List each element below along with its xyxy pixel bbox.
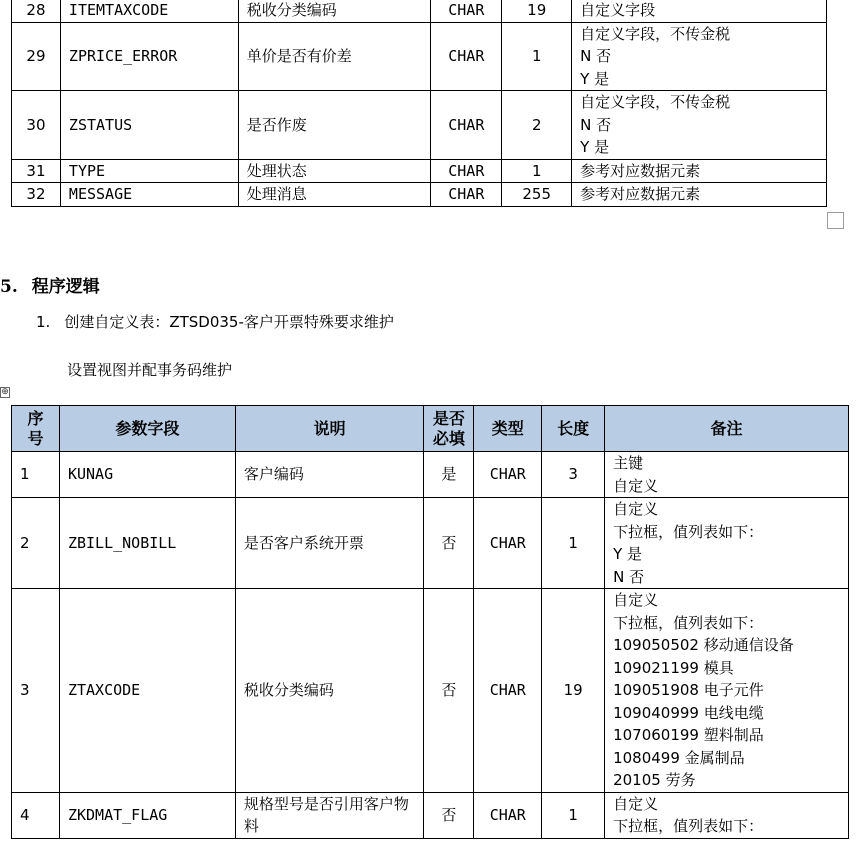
note-line: 主键 (613, 454, 644, 472)
note-line: 自定义 (613, 476, 659, 495)
note-line: 自定义字段，不传金税 (580, 93, 731, 111)
cell-notes (572, 183, 827, 207)
cell-len: 2 (502, 91, 572, 160)
header-len: 长度 (542, 406, 605, 452)
cell-desc: 税收分类编码 (235, 589, 424, 793)
note-line: 下拉框，值列表如下： (613, 522, 764, 541)
section-heading (0, 272, 100, 297)
cell-desc: 税收分类编码 (238, 0, 431, 22)
note-line: 参考对应数据元素 (580, 161, 701, 180)
note-line: Y 是 (613, 545, 643, 563)
cell-required: 否 (424, 792, 474, 838)
cell-desc: 处理状态 (238, 159, 431, 183)
cell-field: ITEMTAXCODE (60, 0, 238, 22)
note-line: 自定义 (613, 591, 659, 609)
cell-type: CHAR (474, 589, 542, 793)
table-move-handle-icon[interactable]: ⊕ (1, 387, 9, 397)
note-line: 1080499 金属制品 (613, 748, 745, 767)
note-line: 自定义字段 (580, 1, 656, 19)
header-type: 类型 (474, 406, 542, 452)
note-line: 109040999 电线电缆 (613, 703, 764, 722)
cell-field: ZKDMAT_FLAG (59, 792, 235, 838)
cell-field: ZBILL_NOBILL (59, 498, 235, 589)
cell-type: CHAR (474, 452, 542, 498)
table-row (12, 183, 827, 207)
cell-len: 19 (542, 589, 605, 793)
cell-required: 否 (424, 589, 474, 793)
cell-notes (605, 589, 849, 793)
cell-notes (572, 91, 827, 160)
cell-notes (605, 498, 849, 589)
cell-notes (605, 452, 849, 498)
note-line: Y 是 (580, 138, 610, 156)
cell-len: 1 (542, 498, 605, 589)
cell-desc: 处理消息 (238, 183, 431, 207)
cell-desc: 规格型号是否引用客户物料 (235, 792, 424, 838)
cell-no: 2 (12, 498, 60, 589)
list-item (36, 311, 394, 332)
table-row (12, 792, 849, 838)
custom-table-body (12, 452, 849, 839)
note-line: 自定义字段，不传金税 (580, 24, 731, 43)
cell-field: KUNAG (59, 452, 235, 498)
cell-len: 255 (502, 183, 572, 207)
note-line: 参考对应数据元素 (580, 185, 701, 203)
cell-type: CHAR (474, 498, 542, 589)
cell-field: ZPRICE_ERROR (60, 22, 238, 91)
table-header-row (12, 406, 849, 452)
table-row (12, 498, 849, 589)
cell-len: 1 (502, 22, 572, 91)
table-row (12, 159, 827, 183)
cell-required: 否 (424, 498, 474, 589)
paragraph-mark (827, 212, 844, 229)
list-item-text: 创建自定义表：ZTSD035-客户开票特殊要求维护 (64, 313, 394, 331)
table-row (12, 22, 827, 91)
table-row (12, 91, 827, 160)
cell-no: 30 (12, 91, 61, 160)
field-table-continued-body (12, 0, 827, 206)
cell-notes (605, 792, 849, 838)
cell-desc: 是否作废 (238, 91, 431, 160)
cell-no: 32 (12, 183, 61, 207)
note-line: 109021199 模具 (613, 658, 734, 677)
cell-no: 3 (12, 589, 60, 793)
cell-type: CHAR (474, 792, 542, 838)
cell-type: CHAR (431, 159, 502, 183)
cell-required: 是 (424, 452, 474, 498)
cell-no: 1 (12, 452, 60, 498)
note-line: N 否 (580, 115, 612, 134)
cell-notes (572, 0, 827, 22)
header-desc: 说明 (235, 406, 424, 452)
cell-len: 3 (542, 452, 605, 498)
note-line: 20105 劳务 (613, 771, 696, 789)
cell-desc: 客户编码 (235, 452, 424, 498)
cell-type: CHAR (431, 0, 502, 22)
note-line: N 否 (613, 567, 645, 586)
cell-desc: 单价是否有价差 (238, 22, 431, 91)
header-required: 是否必填 (424, 406, 474, 452)
cell-type: CHAR (431, 22, 502, 91)
custom-table-spec (11, 405, 849, 839)
cell-len: 19 (502, 0, 572, 22)
list-item-subtext: 设置视图并配事务码维护 (67, 361, 233, 379)
cell-field: ZSTATUS (60, 91, 238, 160)
note-line: 下拉框，值列表如下： (613, 817, 764, 835)
cell-type: CHAR (431, 183, 502, 207)
cell-field: MESSAGE (60, 183, 238, 207)
note-line: 107060199 塑料制品 (613, 726, 764, 744)
header-notes: 备注 (605, 406, 849, 452)
table-row (12, 0, 827, 22)
header-field: 参数字段 (59, 406, 235, 452)
list-item-number: 1. (36, 313, 51, 331)
note-line: 109051908 电子元件 (613, 681, 764, 699)
cell-notes (572, 159, 827, 183)
field-table-continued (11, 0, 827, 207)
note-line: 109050502 移动通信设备 (613, 636, 794, 654)
cell-field: TYPE (60, 159, 238, 183)
cell-no: 28 (12, 0, 61, 22)
note-line: N 否 (580, 47, 612, 65)
cell-len: 1 (542, 792, 605, 838)
table-row (12, 589, 849, 793)
cell-len: 1 (502, 159, 572, 183)
header-no: 序号 (12, 406, 60, 452)
cell-notes (572, 22, 827, 91)
table-row (12, 452, 849, 498)
cell-type: CHAR (431, 91, 502, 160)
cell-no: 4 (12, 792, 60, 838)
cell-field: ZTAXCODE (59, 589, 235, 793)
section-number: 5. (0, 277, 18, 297)
cell-no: 29 (12, 22, 61, 91)
note-line: 自定义 (613, 500, 659, 518)
section-title: 程序逻辑 (31, 277, 100, 297)
note-line: Y 是 (580, 69, 610, 88)
cell-desc: 是否客户系统开票 (235, 498, 424, 589)
note-line: 自定义 (613, 794, 659, 813)
cell-no: 31 (12, 159, 61, 183)
note-line: 下拉框，值列表如下： (613, 613, 764, 632)
